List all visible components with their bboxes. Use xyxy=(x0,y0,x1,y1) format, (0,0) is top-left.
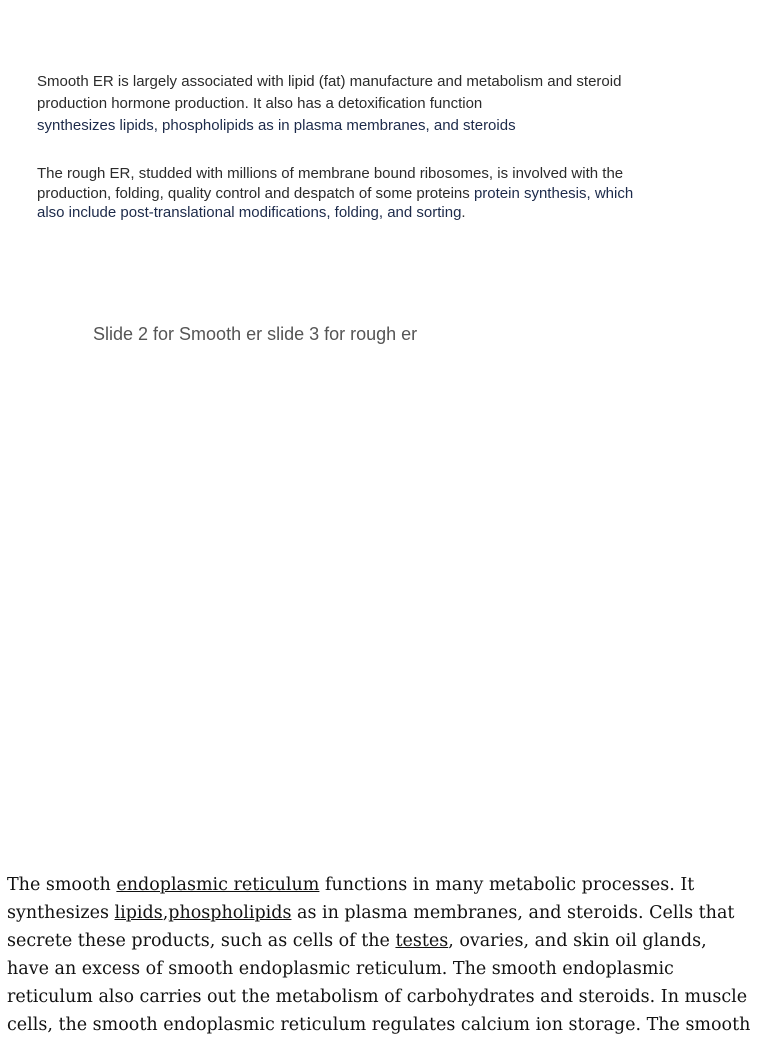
link-testes[interactable]: testes xyxy=(395,931,449,951)
article-text-3: , xyxy=(162,903,169,923)
article-text-5: , ovaries, and skin oil glands, have an excess of smooth endoplasmic reticulum. The smooth endoplasmic reticulum also carries out the metabolism of carbohydrates and steroids. In muscle cells, the smooth endoplasmic reticulum regulates calcium ion storage. The smooth xyxy=(7,931,751,1035)
slide-note: Slide 2 for Smooth er slide 3 for rough er xyxy=(93,324,418,344)
link-endoplasmic-reticulum[interactable]: endoplasmic reticulum xyxy=(116,875,320,895)
article-text-1: The smooth xyxy=(7,875,117,895)
article-paragraph xyxy=(7,871,752,1039)
article-text-4: as in plasma membranes, and steroids. Cells that secrete these products, such as cells of the xyxy=(7,903,735,951)
rough-er-text: The rough ER, studded with millions of membrane bound ribosomes, is involved with the production, folding, quality control and despatch of some proteins xyxy=(37,165,624,202)
smooth-er-note xyxy=(37,71,647,137)
smooth-er-highlight: synthesizes lipids, phospholipids as in plasma membranes, and steroids xyxy=(37,117,516,134)
article-text-2: functions in many metabolic processes. It synthesizes xyxy=(7,875,695,923)
smooth-er-text: Smooth ER is largely associated with lipid (fat) manufacture and metabolism and steroid production hormone production. It also has a detoxification function xyxy=(37,73,622,112)
link-lipids[interactable]: lipids xyxy=(114,903,163,923)
notes-section xyxy=(37,71,647,223)
link-phospholipids[interactable]: phospholipids xyxy=(168,903,292,923)
rough-er-highlight: protein synthesis, which also include post-translational modifications, folding, and sorting xyxy=(37,184,634,221)
rough-er-end: . xyxy=(461,204,466,221)
rough-er-note xyxy=(37,164,647,223)
